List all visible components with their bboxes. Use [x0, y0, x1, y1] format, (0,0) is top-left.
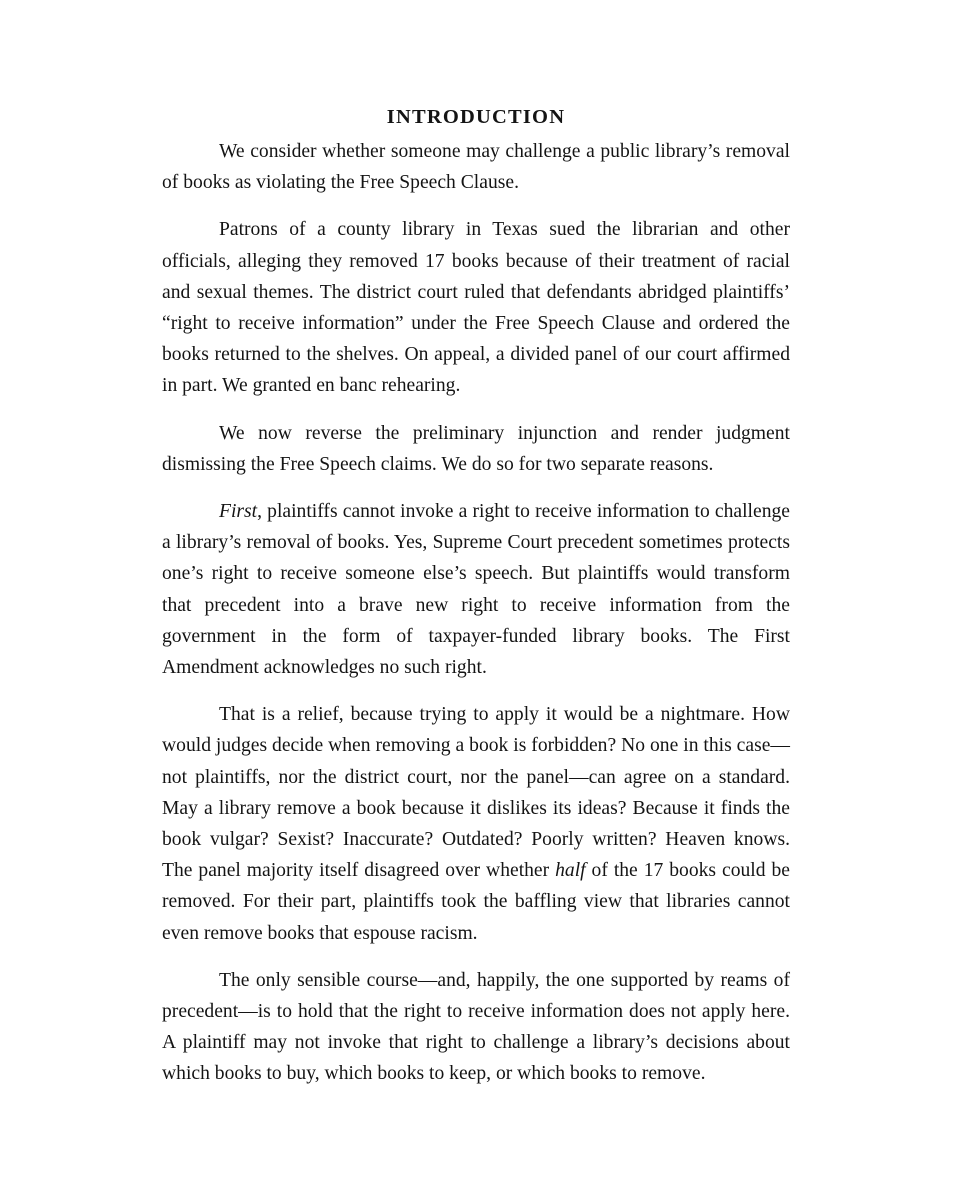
paragraph-text: of the 17 books could be removed. For their part, plaintiffs took the baffling view that libraries cannot even remove books that espouse racism.	[162, 860, 790, 944]
document-page	[162, 104, 790, 1090]
paragraph-text: , plaintiffs cannot invoke a right to receive information to challenge a library’s removal of books. Yes, Supreme Court precedent sometimes protects one’s right to receive someone else’s speech. But plaintiffs would transform that precedent into a brave new right to receive information from the government in the form of taxpayer-funded library books. The First Amendment acknowledges no such right.	[162, 501, 790, 679]
paragraph	[162, 136, 790, 198]
paragraph-text: Patrons of a county library in Texas sued the librarian and other officials, alleging they removed 17 books because of their treatment of racial and sexual themes. The district court ruled that defendants abridged plaintiffs’ “right to receive information” under the Free Speech Clause and ordered the books returned to the shelves. On appeal, a divided panel of our court affirmed in part. We granted en banc rehearing.	[162, 219, 790, 397]
paragraph	[162, 496, 790, 683]
paragraph	[162, 699, 790, 949]
body-text	[162, 136, 790, 1090]
paragraph-text: We now reverse the preliminary injunction and render judgment dismissing the Free Speech claims. We do so for two separate reasons.	[162, 422, 790, 475]
italic-text: First	[219, 501, 258, 523]
paragraph-text: That is a relief, because trying to apply it would be a nightmare. How would judges decide when removing a book is forbidden? No one in this case—not plaintiffs, nor the district court, nor the panel—can agree on a standard. May a library remove a book because it dislikes its ideas? Because it finds the book vulgar? Sexist? Inaccurate? Outdated? Poorly written? Heaven knows. The panel majority itself disagreed over whether	[162, 704, 790, 882]
paragraph-text: The only sensible course—and, happily, the one supported by reams of precedent—is to hold that the right to receive information does not apply here. A plaintiff may not invoke that right to challenge a library’s decisions about which books to buy, which books to keep, or which books to remove.	[162, 969, 790, 1085]
section-heading: INTRODUCTION	[386, 106, 566, 128]
paragraph-text: We consider whether someone may challenge a public library’s removal of books as violating the Free Speech Clause.	[162, 141, 790, 194]
italic-text: half	[555, 860, 586, 882]
paragraph	[162, 418, 790, 480]
paragraph	[162, 214, 790, 401]
paragraph	[162, 965, 790, 1090]
